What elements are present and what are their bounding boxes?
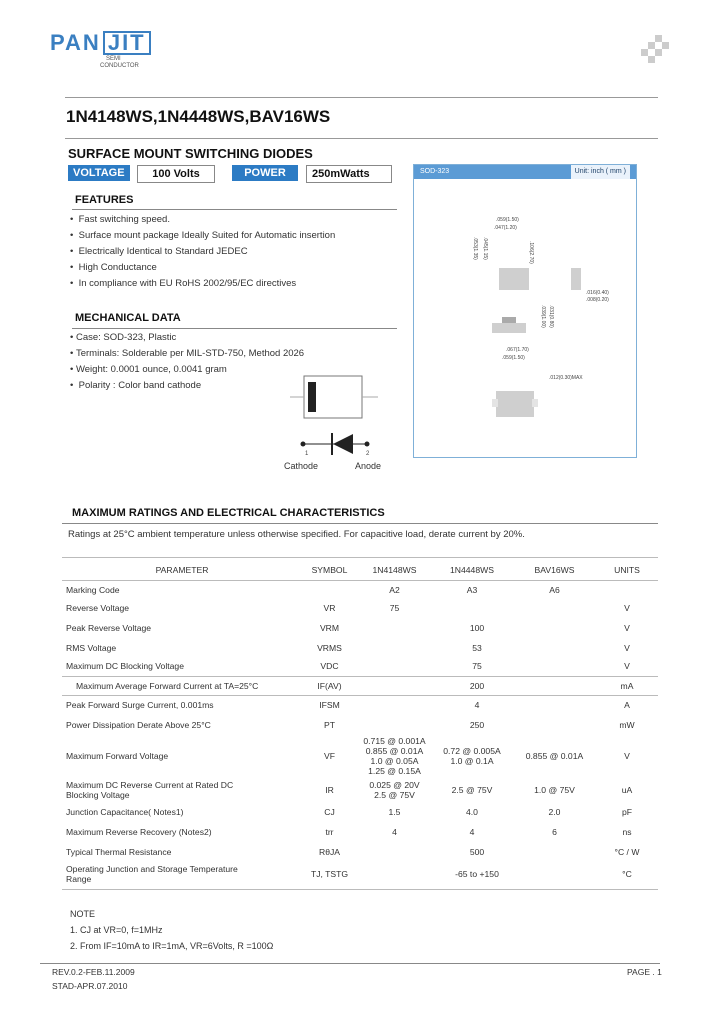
table-row [62, 696, 658, 714]
logo-sub-conductor: CONDUCTOR [100, 63, 139, 69]
table-cell: Case: SOD-323, Plastic [75, 332, 177, 343]
table-cell: Reverse Voltage [66, 603, 130, 613]
table-row [62, 619, 658, 637]
cathode-label: Cathode [284, 461, 319, 471]
voltage-value: 100 Volts [137, 165, 215, 183]
table-cell: CJ [324, 807, 335, 817]
page-subtitle: SURFACE MOUNT SWITCHING DIODES [68, 146, 313, 161]
table-cell: 4 [469, 827, 475, 837]
table-cell: 500 [469, 847, 485, 857]
table-cell: 1.0 @ 0.1A [450, 756, 494, 766]
table-cell: Maximum DC Reverse Current at Rated DC [66, 780, 234, 790]
features-list [70, 212, 335, 292]
table-cell: RθJA [318, 847, 340, 857]
footer-rev: REV.0.2-FEB.11.2009 [52, 967, 135, 977]
header-bav16ws: BAV16WS [534, 565, 575, 575]
features-divider [72, 209, 397, 210]
table-cell: Blocking Voltage [66, 790, 130, 800]
table-cell: IR [325, 785, 334, 795]
table-cell: 0.025 @ 20V [369, 780, 420, 790]
table-row [62, 803, 658, 821]
table-cell: Maximum Reverse Recovery (Notes2) [66, 827, 212, 837]
table-cell: PT [324, 720, 335, 730]
table-cell: A6 [549, 585, 560, 595]
header-symbol: SYMBOL [311, 565, 348, 575]
footer-divider [40, 963, 660, 964]
logo-pan: PAN [50, 30, 101, 55]
header-1n4448ws: 1N4448WS [450, 565, 494, 575]
table-cell: 0.855 @ 0.01A [365, 746, 424, 756]
table-cell: -65 to +150 [455, 869, 499, 879]
table-cell: 2.0 [548, 807, 561, 817]
table-row [62, 657, 658, 675]
table-cell: 4 [392, 827, 397, 837]
package-unit: Unit: inch ( mm ) [571, 165, 630, 179]
brand-logo [50, 30, 160, 80]
table-row [62, 735, 658, 777]
table-cell: 1.0 @ 0.05A [370, 756, 419, 766]
power-label: POWER [232, 165, 298, 181]
note-item: 2. From IF=10mA to IR=1mA, VR=6Volts, R =100Ω [70, 941, 274, 951]
package-outline-panel: SOD-323 Unit: inch ( mm ) .059(1.50) .047(1.20) .106(2.70) .053(1.35) .045(1.15) .016(0.40) .008(0.20) .039(1.00) .031(0.80) .067(1.70) .059(1.50) .012(0.30)MAX [413, 164, 637, 458]
table-cell: 2.5 @ 75V [451, 785, 493, 795]
table-cell: uA [621, 785, 633, 795]
feature-item: • Electrically Identical to Standard JEDEC [70, 246, 248, 257]
table-cell: Typical Thermal Resistance [66, 847, 172, 857]
table-cell: 100 [469, 623, 485, 633]
table-cell: 250 [469, 720, 485, 730]
table-cell: Electrically Identical to Standard JEDEC [78, 246, 248, 257]
mechanical-item: • Case: SOD-323, Plastic [70, 332, 177, 343]
table-row [62, 823, 658, 841]
feature-item: • Fast switching speed. [70, 214, 170, 225]
table-cell: Range [66, 874, 92, 884]
table-row [62, 581, 658, 599]
table-cell: V [624, 643, 630, 653]
header-parameter: PARAMETER [155, 565, 209, 575]
mechanical-item: • Polarity : Color band cathode [70, 380, 202, 391]
table-cell: VR [323, 603, 336, 613]
table-cell: 75 [472, 661, 482, 671]
footer-stad: STAD-APR.07.2010 [52, 981, 128, 991]
table-row [62, 599, 658, 617]
table-cell: Maximum Average Forward Current at TA=25°C [76, 680, 259, 691]
table-cell: Weight: 0.0001 ounce, 0.0041 gram [75, 364, 227, 375]
table-cell: VRMS [317, 643, 342, 653]
logo-jit: JIT [103, 31, 151, 55]
table-cell: 0.855 @ 0.01A [525, 751, 584, 761]
table-cell: VRM [319, 623, 340, 633]
table-cell: Peak Reverse Voltage [66, 623, 152, 633]
mechanical-list [70, 330, 304, 394]
header-units: UNITS [614, 565, 640, 575]
table-cell: 0.715 @ 0.001A [363, 736, 426, 746]
table-cell [357, 780, 432, 800]
table-cell: V [624, 751, 630, 761]
feature-item: • In compliance with EU RoHS 2002/95/EC directives [70, 278, 297, 289]
mechanical-divider [72, 328, 397, 329]
diode-package-drawing [290, 372, 380, 422]
table-cell: VF [324, 751, 335, 761]
table-cell: 6 [552, 827, 557, 837]
table-cell: Marking Code [66, 585, 120, 595]
table-row [62, 779, 658, 801]
mechanical-item: • Weight: 0.0001 ounce, 0.0041 gram [70, 364, 227, 375]
table-cell: Polarity : Color band cathode [78, 380, 202, 391]
table-cell: IFSM [319, 700, 340, 710]
table-cell: °C / W [614, 847, 640, 857]
table-cell: A [624, 700, 630, 710]
table-cell: 200 [469, 680, 485, 691]
table-cell: °C [622, 869, 632, 879]
table-row [62, 676, 658, 695]
page-number: PAGE . 1 [627, 967, 662, 977]
table-cell: Maximum Forward Voltage [66, 751, 169, 761]
table-cell: TJ, TSTG [310, 869, 349, 879]
table-cell: Peak Forward Surge Current, 0.001ms [66, 700, 214, 710]
voltage-label: VOLTAGE [68, 165, 130, 181]
table-cell: Surface mount package Ideally Suited for Automatic insertion [78, 230, 336, 241]
table-cell: 1.5 [388, 807, 401, 817]
table-cell: 2.5 @ 75V [374, 790, 415, 800]
table-row [62, 863, 658, 885]
table-cell: VDC [320, 661, 339, 671]
table-cell: V [624, 661, 630, 671]
table-cell: pF [621, 807, 633, 817]
table-cell: 75 [389, 603, 400, 613]
ratings-note: Ratings at 25°C ambient temperature unless otherwise specified. For capacitive load, derate current by 20%. [68, 529, 525, 540]
table-header-row [62, 561, 658, 579]
ratings-divider [62, 523, 658, 524]
table-cell: Power Dissipation Derate Above 25°C [66, 720, 211, 730]
note-item: 1. CJ at VR=0, f=1MHz [70, 925, 163, 935]
table-cell: 53 [472, 643, 482, 653]
table-cell: Maximum DC Blocking Voltage [66, 661, 184, 671]
table-cell: V [624, 623, 630, 633]
table-cell: 1.25 @ 0.15A [368, 766, 421, 776]
table-row [62, 639, 658, 657]
table-cell [432, 746, 512, 766]
table-cell: Operating Junction and Storage Temperature [66, 864, 238, 874]
table-cell: V [624, 603, 630, 613]
power-value: 250mWatts [306, 165, 392, 183]
table-cell [62, 780, 302, 800]
feature-item: • High Conductance [70, 262, 157, 273]
header-1n4148ws: 1N4148WS [372, 565, 417, 575]
anode-label: Anode [355, 461, 382, 471]
table-cell: trr [325, 827, 334, 837]
ratings-heading: MAXIMUM RATINGS AND ELECTRICAL CHARACTERISTICS [72, 507, 385, 519]
table-cell: 4.0 [466, 807, 478, 817]
logo-sub-semi: SEMI [106, 56, 121, 62]
table-cell: Junction Capacitance( Notes1) [66, 807, 184, 817]
table-cell: A2 [389, 585, 400, 595]
package-name: SOD-323 [420, 168, 450, 175]
table-cell: In compliance with EU RoHS 2002/95/EC directives [78, 278, 297, 289]
table-row [62, 716, 658, 734]
page-title: 1N4148WS,1N4448WS,BAV16WS [66, 107, 331, 126]
table-cell: 4 [474, 700, 480, 710]
table-cell: High Conductance [78, 262, 157, 273]
table-cell: 0.72 @ 0.005A [443, 746, 501, 756]
table-cell: 1.0 @ 75V [534, 785, 575, 795]
table-cell: RMS Voltage [66, 643, 117, 653]
table-cell: ns [622, 827, 632, 837]
notes-heading: NOTE [70, 909, 96, 919]
pin2-label: 2 [366, 451, 370, 457]
mechanical-heading: MECHANICAL DATA [75, 312, 181, 324]
pin1-label: 1 [305, 451, 309, 457]
table-cell: Fast switching speed. [78, 214, 170, 225]
table-cell [357, 736, 432, 776]
table-row [62, 843, 658, 861]
table-cell: IF(AV) [317, 680, 342, 691]
mechanical-item: • Terminals: Solderable per MIL-STD-750, Method 2026 [70, 348, 305, 359]
table-cell: mW [619, 720, 635, 730]
feature-item: • Surface mount package Ideally Suited for Automatic insertion [70, 230, 336, 241]
features-heading: FEATURES [75, 194, 134, 206]
table-cell: A3 [466, 585, 478, 595]
table-cell: mA [620, 680, 634, 691]
table-cell [62, 864, 302, 884]
table-cell: Terminals: Solderable per MIL-STD-750, Method 2026 [75, 348, 305, 359]
